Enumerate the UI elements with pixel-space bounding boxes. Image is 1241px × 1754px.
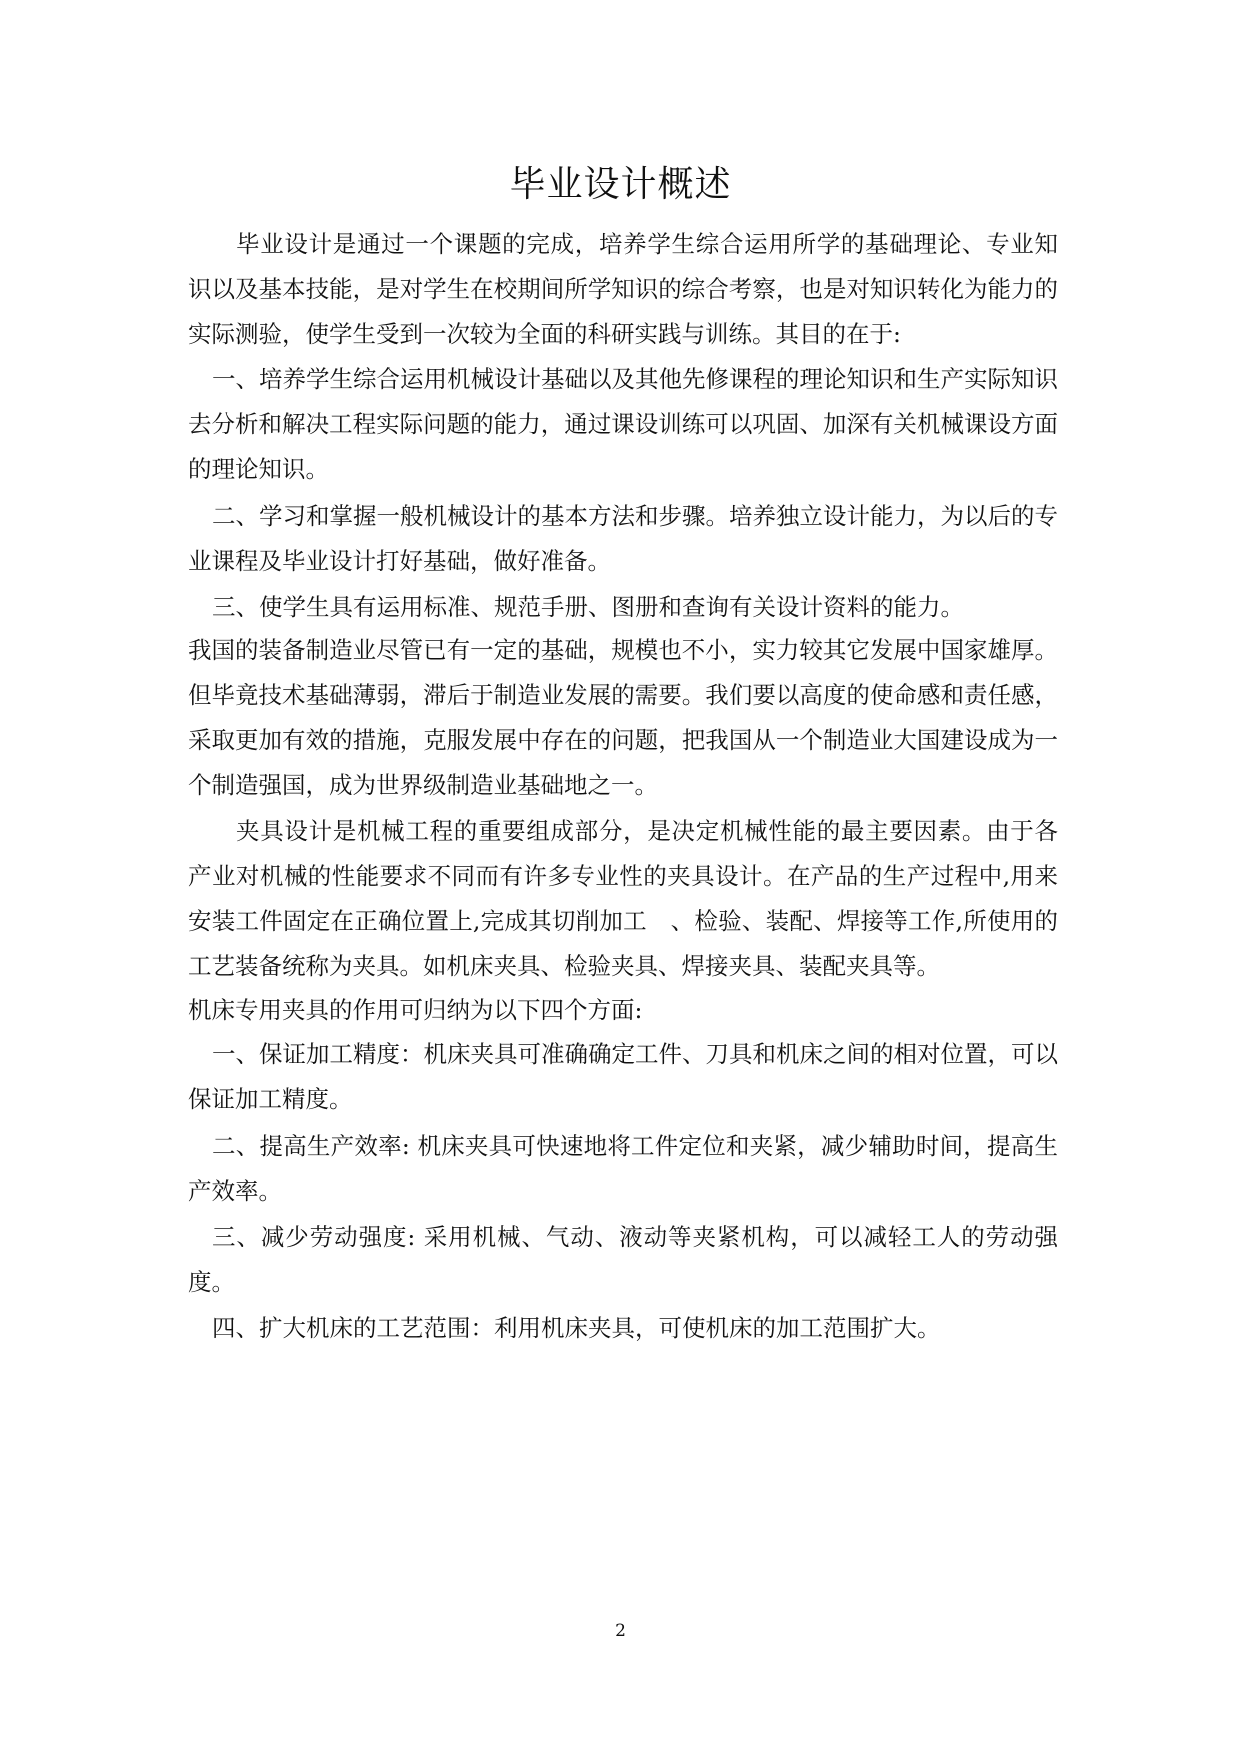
function-item-4: 四、扩大机床的工艺范围：利用机床夹具，可使机床的加工范围扩大。 — [212, 1314, 941, 1342]
fixture-design-paragraph: 夹具设计是机械工程的重要组成部分，是决定机械性能的最主要因素。由于各产业对机械的性能要求不同而有许多专业性的夹具设计。在产品的生产过程中,用来安装工件固定在正确位置上,完成其切削加工 、检验、装配、焊接等工作,所使用的工艺装备统称为夹具。如机床夹具、检验夹具、焊接夹具、装配夹具等。 — [188, 817, 1058, 980]
function-item-3: 三、减少劳动强度: 采用机械、气动、液动等夹紧机构，可以减轻工人的劳动强度。 — [188, 1223, 1058, 1296]
page-number: 2 — [615, 1621, 626, 1641]
function-item-1: 一、保证加工精度：机床夹具可准确确定工件、刀具和机床之间的相对位置，可以保证加工精度。 — [188, 1040, 1058, 1113]
intro-paragraph: 毕业设计是通过一个课题的完成，培养学生综合运用所学的基础理论、专业知识以及基本技能，是对学生在校期间所学知识的综合考察，也是对知识转化为能力的实际测验，使学生受到一次较为全面的科研实践与训练。其目的在于: — [188, 230, 1058, 348]
manufacturing-paragraph: 我国的装备制造业尽管已有一定的基础，规模也不小，实力较其它发展中国家雄厚。但毕竟技术基础薄弱，滞后于制造业发展的需要。我们要以高度的使命感和责任感，采取更加有效的措施，克服发展中存在的问题，把我国从一个制造业大国建设成为一个制造强国，成为世界级制造业基础地之一。 — [188, 636, 1058, 799]
purpose-item-3: 三、使学生具有运用标准、规范手册、图册和查询有关设计资料的能力。 — [212, 593, 964, 621]
function-item-2: 二、提高生产效率: 机床夹具可快速地将工件定位和夹紧，减少辅助时间，提高生产效率。 — [188, 1132, 1058, 1205]
purpose-item-2: 二、学习和掌握一般机械设计的基本方法和步骤。培养独立设计能力，为以后的专业课程及毕业设计打好基础，做好准备。 — [188, 502, 1058, 575]
purpose-item-1: 一、培养学生综合运用机械设计基础以及其他先修课程的理论知识和生产实际知识去分析和解决工程实际问题的能力，通过课设训练可以巩固、加深有关机械课设方面的理论知识。 — [188, 365, 1058, 483]
page-title: 毕业设计概述 — [509, 164, 732, 205]
fixture-functions-heading: 机床专用夹具的作用可归纳为以下四个方面: — [188, 996, 643, 1024]
